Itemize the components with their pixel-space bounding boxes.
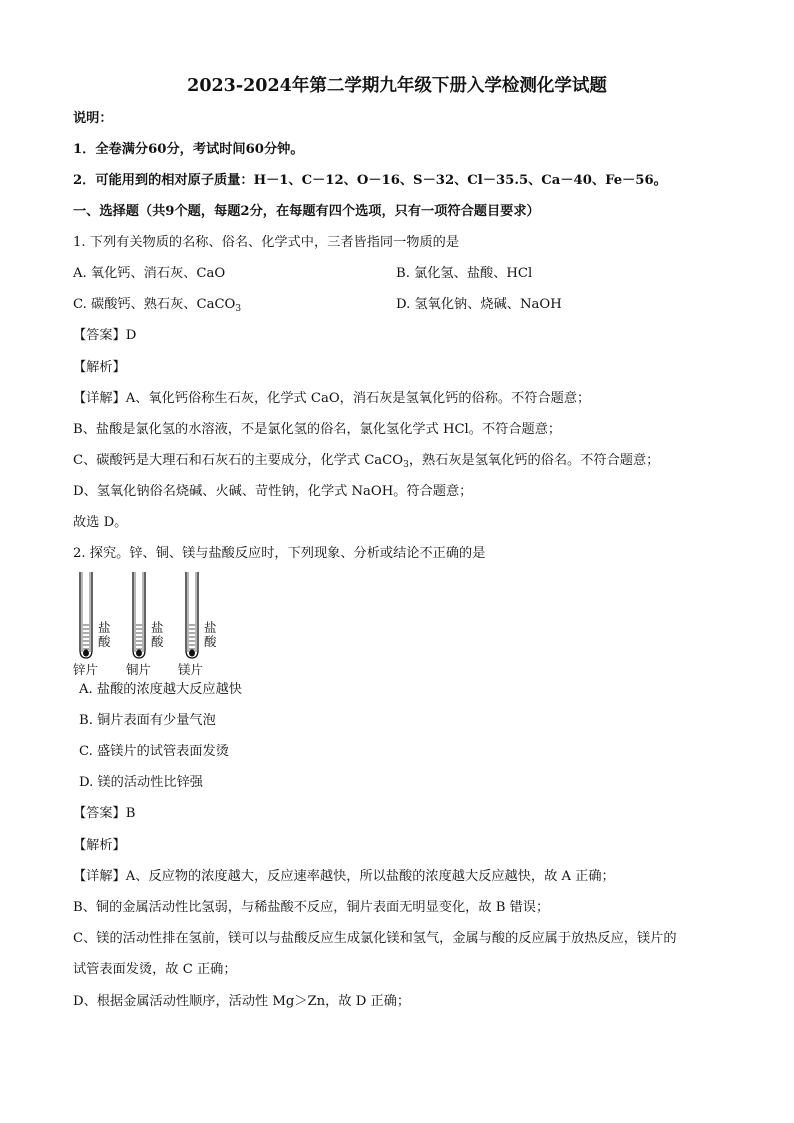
q1-detail-a-text: A、氧化钙俗称生石灰，化学式 CaO，消石灰是氢氧化钙的俗称。不符合题意；: [125, 391, 591, 406]
test-tube-copper: [133, 572, 145, 658]
q2-detail-c-line-1: C、镁的活动性排在氢前，镁可以与盐酸反应生成氯化镁和氢气，金属与酸的反应属于放热反应，镁片的: [73, 931, 677, 946]
notes-heading: 说明：: [73, 111, 113, 126]
q2-answer-tag: 【答案】: [73, 806, 126, 821]
metal-label-zinc: 锌片: [73, 662, 99, 677]
q2-detail-tag: 【详解】: [73, 869, 126, 884]
notes-item-1: 1．全卷满分60分，考试时间60分钟。: [73, 142, 304, 157]
q1-detail-d: D、氢氧化钠俗名烧碱、火碱、苛性钠，化学式 NaOH。符合题意；: [73, 484, 473, 499]
q2-detail-d: D、根据金属活动性顺序，活动性 Mg＞Zn，故 D 正确；: [73, 994, 411, 1009]
q2-stem: 2. 探究。锌、铜、镁与盐酸反应时，下列现象、分析或结论不正确的是: [73, 546, 486, 561]
metal-label-magnesium: 镁片: [178, 662, 204, 677]
notes-item-2: 2．可能用到的相对原子质量：H－1、C－12、O－16、S－32、Cl－35.5、Ca－40、Fe－56。: [73, 173, 667, 188]
q2-option-c: C. 盛镁片的试管表面发烫: [79, 744, 229, 759]
q1-option-c-text: C. 碳酸钙、熟石灰、CaCO: [73, 297, 236, 312]
q2-option-a: A. 盐酸的浓度越大反应越快: [79, 682, 242, 697]
q1-detail-c-text: C、碳酸钙是大理石和石灰石的主要成分，化学式 CaCO: [73, 453, 404, 468]
q2-detail-a: [73, 868, 615, 886]
q1-detail-c-tail: ，熟石灰是氢氧化钙的俗名。不符合题意；: [408, 453, 660, 468]
q1-conclusion: 故选 D。: [73, 515, 128, 530]
q1-detail-tag: 【详解】: [73, 391, 126, 406]
q1-option-c: [73, 296, 241, 314]
q1-analysis-tag: 【解析】: [73, 360, 126, 375]
q1-detail-b: B、盐酸是氯化氢的水溶液，不是氯化氢的俗名，氯化氢化学式 HCl。不符合题意；: [73, 422, 562, 437]
q1-option-b: B. 氯化氢、盐酸、HCl: [396, 266, 533, 281]
q1-detail-a: [73, 390, 590, 408]
acid-label-1-bottom: 酸: [98, 634, 111, 649]
q1-stem: 1. 下列有关物质的名称、俗名、化学式中，三者皆指同一物质的是: [73, 235, 460, 250]
test-tube-figure: [72, 570, 232, 678]
test-tube-magnesium: [186, 572, 198, 658]
q1-option-d: D. 氢氧化钠、烧碱、NaOH: [396, 297, 562, 312]
q1-detail-c-subscript: 3: [403, 460, 409, 470]
acid-label-1-top: 盐: [98, 620, 111, 635]
q1-answer-value: D: [125, 328, 137, 343]
q1-answer: [73, 327, 136, 345]
acid-label-2-top: 盐: [151, 620, 164, 635]
acid-label-3-top: 盐: [204, 620, 217, 635]
q1-option-a: A. 氧化钙、消石灰、CaO: [73, 266, 226, 281]
q2-analysis-tag: 【解析】: [73, 838, 126, 853]
page-title: 2023-2024年第二学期九年级下册入学检测化学试题: [187, 76, 607, 96]
acid-label-2-bottom: 酸: [151, 634, 164, 649]
q2-option-d: D. 镁的活动性比锌强: [79, 775, 203, 790]
q2-detail-c-line-2: 试管表面发烫，故 C 正确；: [73, 962, 237, 977]
q2-option-b: B. 铜片表面有少量气泡: [79, 713, 216, 728]
q1-detail-c: [73, 452, 659, 470]
section-heading: 一、选择题（共9个题，每题2分，在每题有四个选项，只有一项符合题目要求）: [73, 204, 540, 219]
q1-answer-tag: 【答案】: [73, 328, 126, 343]
q2-detail-a-text: A、反应物的浓度越大，反应速率越快，所以盐酸的浓度越大反应越快，故 A 正确；: [125, 869, 615, 884]
metal-label-copper: 铜片: [126, 662, 152, 677]
q2-detail-b: B、铜的金属活动性比氢弱，与稀盐酸不反应，铜片表面无明显变化，故 B 错误；: [73, 900, 550, 915]
q1-option-c-subscript: 3: [235, 304, 242, 314]
q2-answer-value: B: [125, 806, 136, 821]
acid-label-3-bottom: 酸: [204, 634, 217, 649]
test-tube-zinc: [80, 572, 92, 658]
q2-answer: [73, 805, 135, 823]
